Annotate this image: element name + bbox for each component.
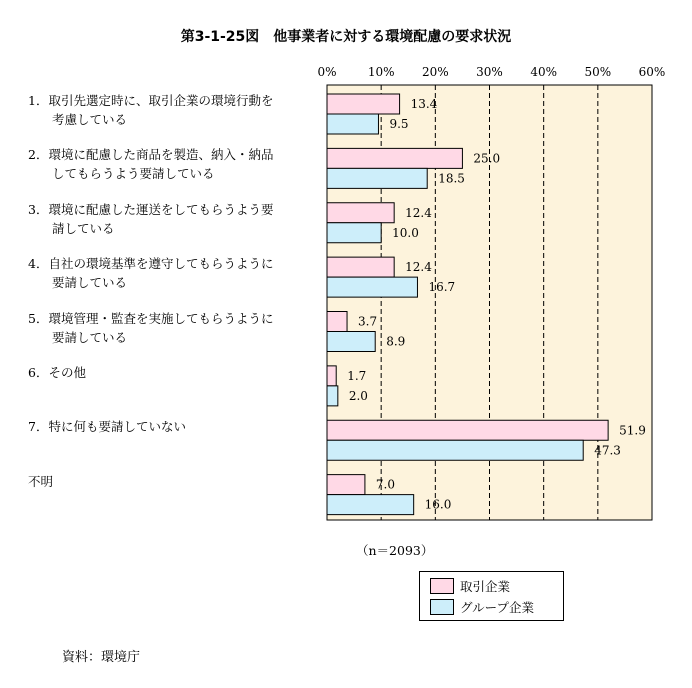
bar bbox=[327, 257, 394, 277]
category-label-line-2: 考慮している bbox=[52, 112, 128, 127]
category-label bbox=[28, 91, 328, 129]
data-label: 9.5 bbox=[389, 117, 409, 131]
x-tick-label: 30% bbox=[476, 65, 503, 79]
category-label-line-2: 要請している bbox=[52, 275, 128, 291]
category-label bbox=[28, 472, 328, 491]
data-label: 1.7 bbox=[347, 368, 367, 383]
category-label-line-2: 要請している bbox=[52, 329, 128, 345]
bar bbox=[327, 332, 375, 352]
data-label: 16.0 bbox=[424, 497, 452, 512]
data-label: 18.5 bbox=[438, 171, 465, 186]
category-label bbox=[28, 254, 328, 292]
chart-title: 第3-1-25図 他事業者に対する環境配慮の要求状況 bbox=[180, 29, 512, 45]
bar bbox=[327, 168, 427, 188]
legend-label-series-2: グループ企業 bbox=[460, 600, 535, 615]
data-label: 10.0 bbox=[392, 225, 419, 240]
category-label-line-2: 請している bbox=[52, 220, 115, 236]
bar bbox=[327, 277, 417, 297]
legend-item-series-2 bbox=[430, 599, 534, 615]
bar bbox=[327, 366, 336, 386]
category-label bbox=[28, 200, 328, 238]
bar bbox=[327, 114, 378, 134]
category-label-line-1: 3．環境に配慮した運送をしてもらうよう要 bbox=[28, 201, 274, 217]
category-label-line-1: 7．特に何も要請していない bbox=[28, 419, 186, 435]
data-label: 3.7 bbox=[358, 314, 378, 329]
data-label: 16.7 bbox=[428, 280, 456, 295]
bar bbox=[327, 223, 381, 243]
bar bbox=[327, 475, 365, 495]
category-label-line-1: 不明 bbox=[28, 473, 54, 489]
data-label: 51.9 bbox=[619, 423, 646, 438]
category-label-line-1: 5．環境管理・監査を実施してもらうように bbox=[28, 310, 274, 326]
legend-label-series-1: 取引企業 bbox=[460, 579, 511, 594]
category-label-line-2: してもらうよう要請している bbox=[52, 166, 215, 182]
legend-swatch-series-2 bbox=[430, 599, 454, 615]
category-label-line-1: 4．自社の環境基準を遵守してもらうように bbox=[28, 256, 274, 272]
bar bbox=[327, 312, 347, 332]
category-label-line-1: 1．取引先選定時に、取引企業の環境行動を bbox=[28, 93, 274, 108]
sample-size-note: （n＝2093） bbox=[356, 543, 434, 558]
bar bbox=[327, 495, 414, 515]
source-note: 資料：環境庁 bbox=[62, 650, 141, 665]
x-tick-label: 60% bbox=[638, 65, 666, 79]
bar bbox=[327, 440, 583, 460]
x-tick-label: 40% bbox=[530, 65, 558, 79]
bar bbox=[327, 94, 400, 114]
x-tick-label: 50% bbox=[584, 65, 612, 79]
category-label bbox=[28, 309, 328, 347]
category-label bbox=[28, 145, 328, 183]
bar bbox=[327, 420, 608, 440]
category-label-line-1: 6．その他 bbox=[28, 364, 86, 380]
data-label: 13.4 bbox=[410, 97, 438, 111]
bar bbox=[327, 203, 394, 223]
bar bbox=[327, 386, 338, 406]
data-label: 2.0 bbox=[348, 388, 368, 403]
category-label bbox=[28, 363, 328, 382]
legend-swatch-series-1 bbox=[430, 578, 454, 594]
data-label: 7.0 bbox=[375, 477, 396, 492]
data-label: 8.9 bbox=[386, 334, 406, 349]
category-label-line-1: 2．環境に配慮した商品を製造、納入・納品 bbox=[28, 147, 274, 163]
x-tick-label: 10% bbox=[367, 65, 395, 79]
data-label: 47.3 bbox=[594, 443, 621, 458]
x-tick-label: 0% bbox=[317, 65, 337, 79]
data-label: 12.4 bbox=[405, 205, 432, 220]
category-label bbox=[28, 417, 328, 436]
x-tick-label: 20% bbox=[421, 65, 449, 79]
data-label: 12.4 bbox=[405, 260, 432, 275]
bar bbox=[327, 148, 462, 168]
legend bbox=[419, 571, 564, 621]
legend-item-series-1 bbox=[430, 578, 510, 594]
data-label: 25.0 bbox=[473, 151, 501, 166]
